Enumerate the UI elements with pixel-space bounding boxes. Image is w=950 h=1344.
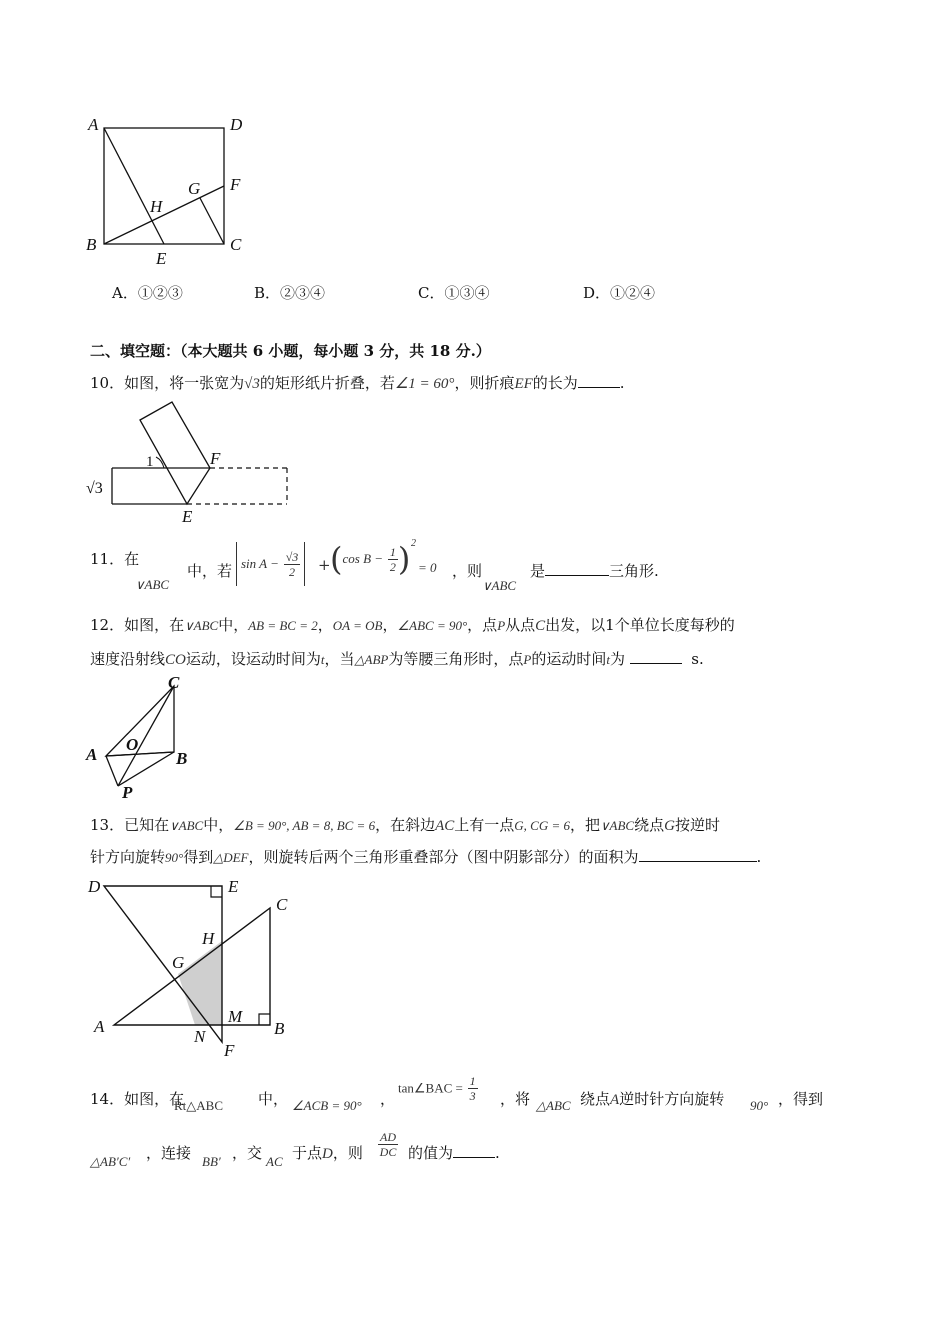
q11-plus: + [318,556,331,574]
q14-ac: AC [266,1154,283,1169]
q14-text-dedao: ，得到 [778,1090,824,1108]
q9-option-d[interactable]: D．①②④ [583,284,656,302]
q14-text-jiang: ，将 [500,1090,531,1108]
question-13-line-2: 针方向旋转90°得到△DEF，则旋转后两个三角形重叠部分（图中阴影部分）的面积为 . [90,848,762,866]
q14-bb-prime: BB′ [202,1154,221,1169]
q14-tail: 的值为 . [408,1144,500,1162]
q11-triangle-2: ∨ABC [482,578,517,593]
q9-option-c[interactable]: C．①③④ [418,284,490,302]
q11-square: 2 [411,538,416,549]
question-14-line-1: 14．如图，在 [90,1090,185,1108]
q13-label-N: N [194,1027,206,1046]
q14-degree: 90° [750,1098,769,1113]
q13-label-A: A [94,1017,105,1036]
q11-abs-expression: sin A − $\frac{√3}{2}$ [236,542,305,586]
q12-figure [82,672,212,804]
q11-triangle-1: ∨ABC [135,577,170,592]
q14-point-d-text: 于点D，则 [292,1144,363,1162]
q12-label-B: B [176,749,188,768]
q12-answer-blank[interactable] [630,649,682,664]
q13-rotation-figure [82,870,312,1060]
q12-label-C: C [168,673,180,692]
q10-label-1: 1 [146,454,154,470]
section-heading: 二、填空题：（本大题共 6 小题，每小题 3 分，共 18 分.） [90,342,491,360]
q11-equals-zero: = 0 [418,560,437,575]
q14-triangle-abc: △ABC [536,1098,571,1113]
q14-text-lianjie: ，连接 [146,1144,192,1162]
q13-label-G: G [172,953,185,972]
q11-mid-text: 中，若 [187,562,233,580]
q9-label-G: G [188,179,201,198]
q11-paren-expression: (cos B − $\frac{1}{2}$ ) [330,540,411,578]
q9-label-A: A [88,115,99,134]
q9-label-E: E [156,249,167,268]
q9-label-H: H [150,197,163,216]
q12-label-A: A [86,745,98,764]
q14-ad-dc-fraction: $\frac{AD}{DC}$ [379,1130,397,1159]
question-12-line-1: 12．如图，在∨ABC中，AB = BC = 2，OA = OB，∠ABC = 90°，点P从点C出发，以1个单位长度每秒的 [90,616,735,634]
q12-label-O: O [126,735,139,754]
q10-label-E: E [182,507,193,526]
q13-label-H: H [202,929,215,948]
q9-option-a[interactable]: A．①②③ [112,284,183,302]
q14-angle-acb: ∠ACB = 90° [292,1098,362,1113]
q14-triangle-abc-prime: △AB′C′ [90,1154,131,1169]
q14-comma-1: ， [380,1090,396,1108]
q10-fold-figure [82,398,302,528]
question-11: 11．在 [90,550,140,568]
q9-option-b[interactable]: B．②③④ [254,284,326,302]
q13-label-C: C [276,895,288,914]
q9-square-figure [80,110,260,270]
q9-label-B: B [86,235,97,254]
q11-then: ，则 [452,562,483,580]
question-13-line-1: 13．已知在∨ABC中，∠B = 90°, AB = 8, BC = 6，在斜边AC上有一点G, CG = 6，把∨ABC绕点G按逆时 [90,816,720,834]
q13-label-D: D [88,877,101,896]
q13-answer-blank[interactable] [639,847,757,862]
q14-rt-abc: Rt△ABC [174,1098,224,1113]
q13-label-M: M [228,1007,243,1026]
q12-label-P: P [122,783,133,802]
q11-tail: 是 三角形. [530,562,659,580]
q10-label-F: F [210,449,221,468]
q9-label-F: F [230,175,241,194]
q9-label-D: D [230,115,243,134]
q13-label-F: F [224,1041,235,1060]
q14-answer-blank[interactable] [453,1143,495,1158]
q10-answer-blank[interactable] [578,373,620,388]
q14-text-zhong: 中， [258,1090,289,1108]
q10-label-sqrt3: √3 [86,480,103,497]
question-12-line-2: 速度沿射线CO运动，设运动时间为t，当△ABP为等腰三角形时，点P的运动时间t为 s. [90,650,704,668]
q14-text-jiao: ，交 [232,1144,263,1162]
q9-label-C: C [230,235,242,254]
q14-rotation-text: 绕点A逆时针方向旋转 [580,1090,725,1108]
question-10: 10．如图，将一张宽为√3的矩形纸片折叠，若∠1 = 60°，则折痕EF的长为 . [90,374,625,392]
q14-tan-expression: tan∠BAC = $\frac{1}{3}$ [398,1074,476,1103]
q13-label-B: B [274,1019,285,1038]
q11-answer-blank[interactable] [545,561,609,576]
q13-label-E: E [228,877,239,896]
